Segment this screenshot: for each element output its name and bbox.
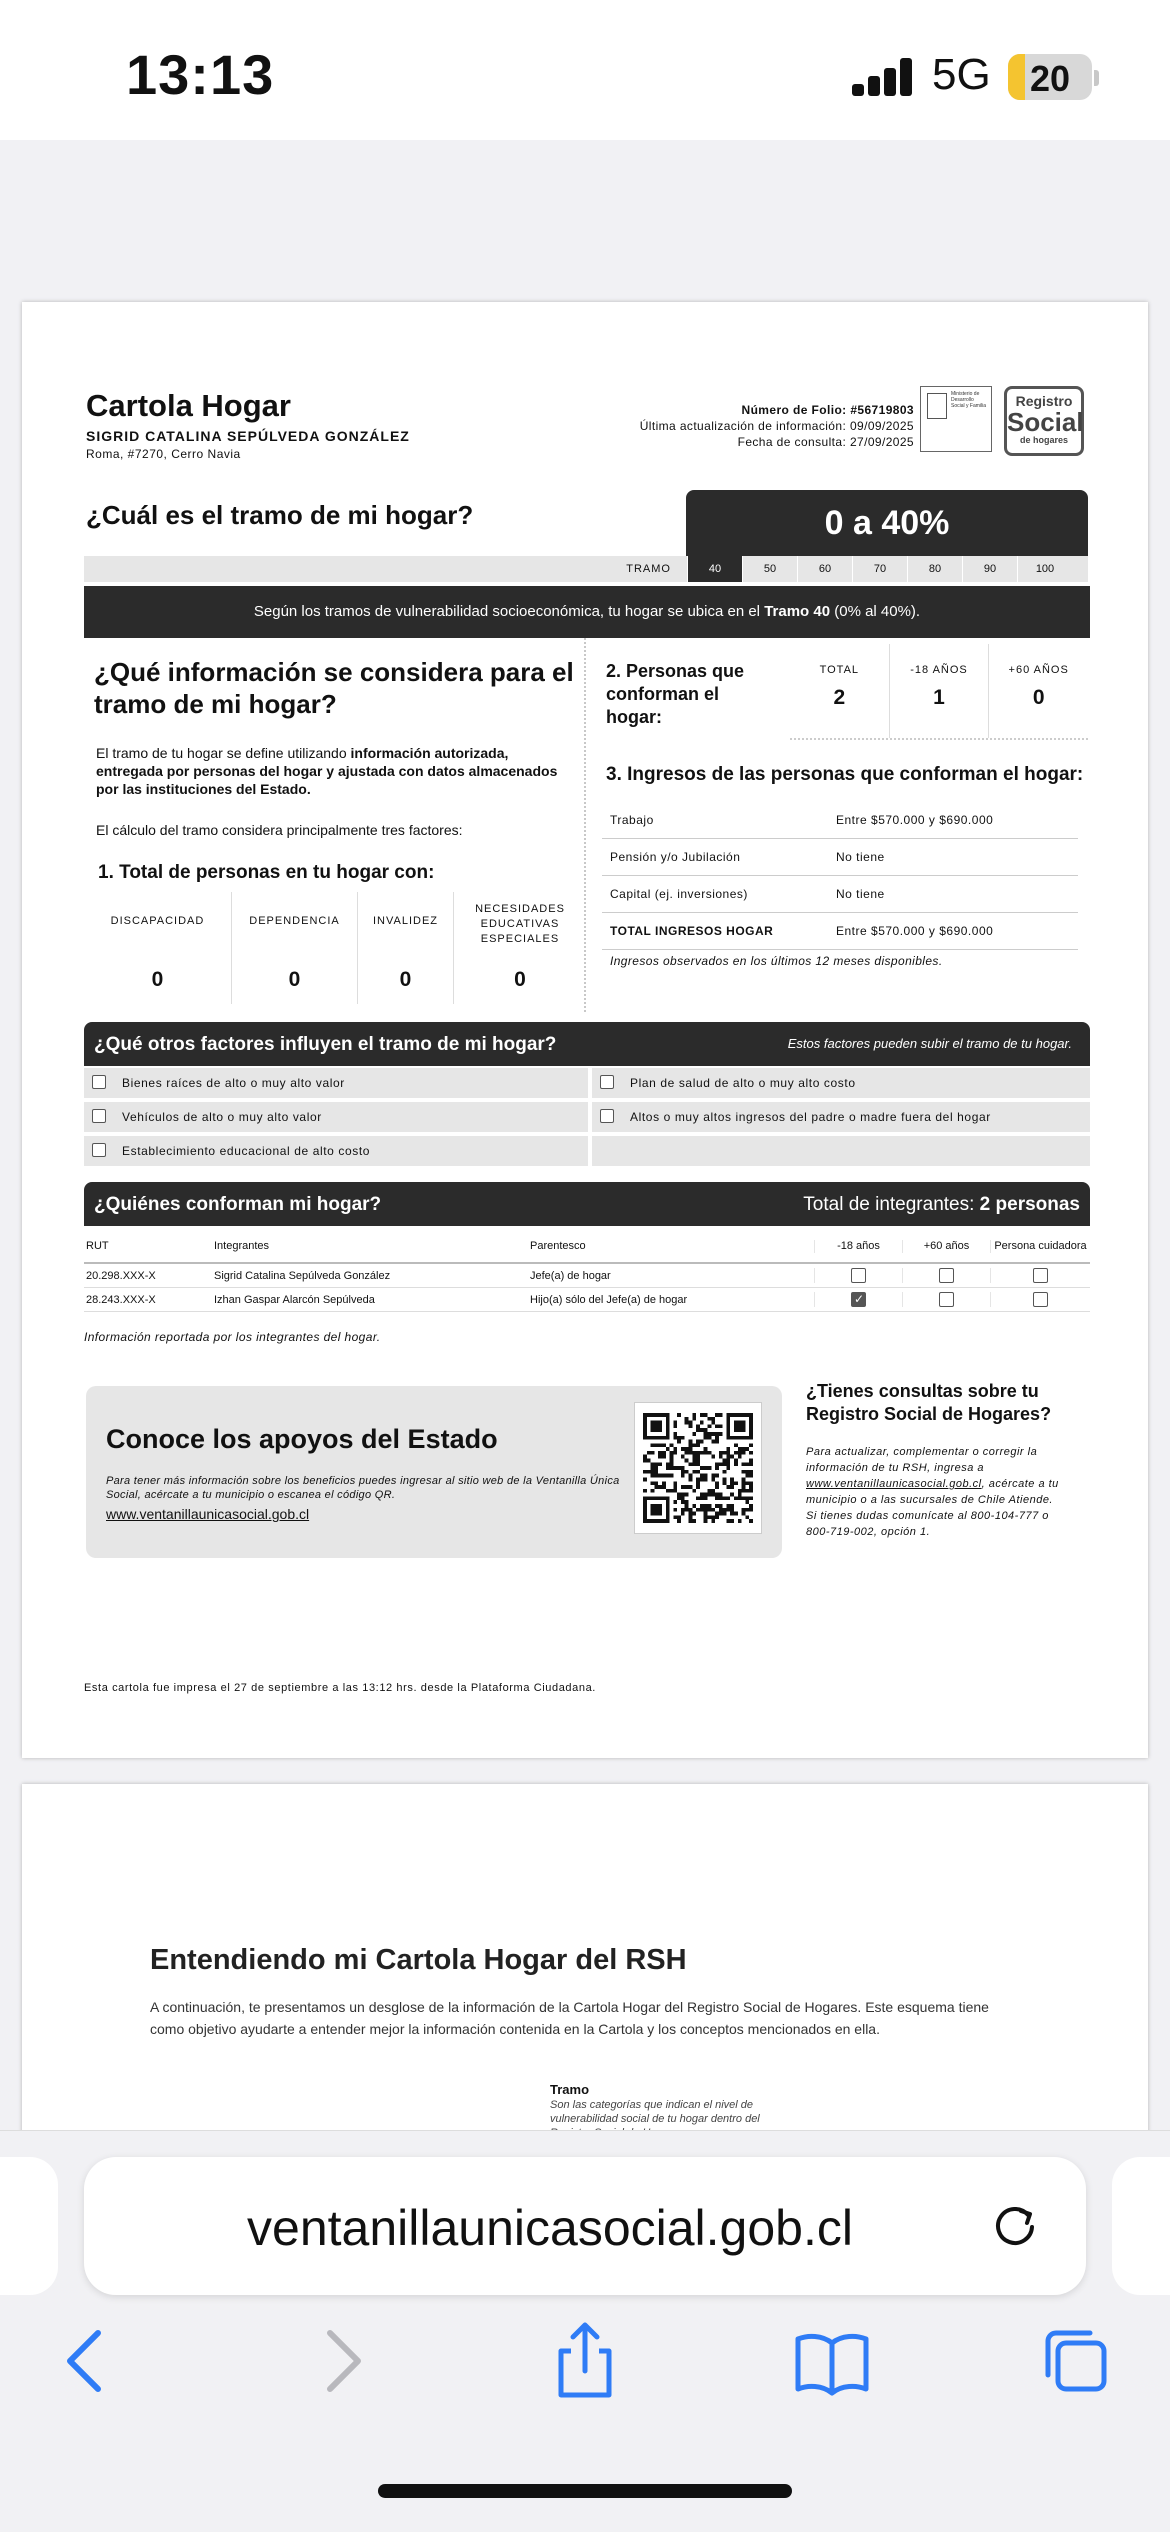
checkbox-icon bbox=[92, 1075, 106, 1089]
factor-label: DISCAPACIDAD bbox=[110, 915, 205, 927]
factor-item-label: Vehículos de alto o muy alto valor bbox=[122, 1110, 322, 1124]
ingresos-row bbox=[602, 839, 1078, 876]
factors-heading: 1. Total de personas en tu hogar con: bbox=[98, 862, 435, 883]
info-paragraph bbox=[96, 744, 566, 798]
checkbox-icon bbox=[1033, 1268, 1048, 1283]
table-row bbox=[84, 1288, 1090, 1312]
network-type: 5G bbox=[932, 50, 991, 99]
table-row bbox=[84, 1264, 1090, 1288]
personas-label: -18 AÑOS bbox=[910, 664, 968, 676]
rsh-logo-l3: de hogares bbox=[1019, 435, 1068, 445]
personas-value: 1 bbox=[933, 686, 945, 709]
ingresos-total-key: TOTAL INGRESOS HOGAR bbox=[610, 924, 774, 938]
factor-item-label: Plan de salud de alto o muy alto costo bbox=[630, 1076, 856, 1090]
col-over60: +60 años bbox=[902, 1240, 990, 1253]
tramo-scale bbox=[84, 556, 1088, 582]
info-title: ¿Qué información se considera para el tramo de mi hogar? bbox=[94, 657, 574, 719]
back-icon[interactable] bbox=[48, 2321, 128, 2401]
factor-value: 0 bbox=[514, 968, 526, 991]
factor-item-label: Bienes raíces de alto o muy alto valor bbox=[122, 1076, 345, 1090]
cellular-signal-icon bbox=[852, 58, 914, 96]
personas-title: 2. Personas que conforman el hogar: bbox=[606, 661, 745, 727]
tramo-cell: 70 bbox=[852, 556, 907, 582]
printed-note: Esta cartola fue impresa el 27 de septiembre a las 13:12 hrs. desde la Plataforma Ciudadana. bbox=[84, 1682, 596, 1694]
factor-item bbox=[592, 1102, 1090, 1132]
otros-factores-header bbox=[84, 1022, 1090, 1066]
member-rut: 28.243.XXX-X bbox=[86, 1293, 156, 1306]
otros-title: ¿Qué otros factores influyen el tramo de mi hogar? bbox=[94, 1034, 557, 1055]
factor-item-empty bbox=[592, 1136, 1090, 1166]
factor-counts bbox=[84, 892, 586, 1004]
factor-value: 0 bbox=[288, 968, 301, 991]
col-cuidadora: Persona cuidadora bbox=[990, 1240, 1090, 1253]
cartola-page[interactable] bbox=[22, 302, 1148, 1758]
ingresos-total-value: Entre $570.000 y $690.000 bbox=[836, 924, 994, 938]
factor-nee bbox=[454, 892, 586, 1004]
col-parentesco: Parentesco bbox=[530, 1240, 586, 1252]
doc-title: Cartola Hogar bbox=[86, 388, 291, 423]
holder-name: SIGRID CATALINA SEPÚLVEDA GONZÁLEZ bbox=[86, 428, 410, 444]
consultas-title: ¿Tienes consultas sobre tu Registro Social de Hogares? bbox=[806, 1381, 1052, 1424]
bookmarks-icon[interactable] bbox=[792, 2321, 872, 2401]
checkbox-icon bbox=[92, 1109, 106, 1123]
crest-icon bbox=[927, 393, 947, 419]
personas-under18 bbox=[889, 644, 989, 738]
household-section bbox=[588, 638, 1088, 1012]
miembros-count-label: Total de integrantes: bbox=[803, 1194, 980, 1215]
consultas-text-post: , acércate a tu municipio o a las sucursales de Chile Atiende. Si tienes dudas comunícate al 800-104-777 o 800-719-002, opción 1. bbox=[806, 1478, 1059, 1538]
factor-item bbox=[84, 1068, 588, 1098]
ingresos-key: Capital (ej. inversiones) bbox=[610, 887, 748, 901]
consultas-text-pre: Para actualizar, complementar o corregir la información de tu RSH, ingresa a bbox=[806, 1446, 1038, 1474]
member-relation: Jefe(a) de hogar bbox=[530, 1269, 611, 1282]
tramo-cell: 40 bbox=[687, 556, 742, 582]
battery-tip bbox=[1094, 70, 1099, 86]
member-relation: Hijo(a) sólo del Jefe(a) de hogar bbox=[530, 1293, 688, 1306]
personas-value: 2 bbox=[833, 686, 846, 709]
miembros-table bbox=[84, 1230, 1090, 1312]
update-label: Última actualización de información: bbox=[639, 419, 847, 433]
ingresos-key: Trabajo bbox=[610, 813, 654, 827]
tramo-value: 0 a 40% bbox=[686, 490, 1088, 556]
banner-text: Según los tramos de vulnerabilidad socioeconómica, tu hogar se ubica en el bbox=[253, 603, 765, 620]
tramo-cell: 50 bbox=[742, 556, 797, 582]
personas-value: 0 bbox=[1032, 686, 1045, 709]
checkbox-icon bbox=[92, 1143, 106, 1157]
col-under18: -18 años bbox=[814, 1240, 902, 1253]
checkbox-icon bbox=[600, 1075, 614, 1089]
consultas-text bbox=[806, 1444, 1066, 1540]
apoyos-card bbox=[86, 1386, 782, 1558]
tramo-cell: 80 bbox=[907, 556, 962, 582]
consultas-block bbox=[806, 1380, 1066, 1540]
factor-invalidez bbox=[358, 892, 454, 1004]
factor-discapacidad bbox=[84, 892, 232, 1004]
rsh-logo-l1: Registro bbox=[1015, 393, 1073, 409]
factor-item bbox=[84, 1136, 588, 1166]
tabs-icon[interactable] bbox=[1036, 2321, 1116, 2401]
ingresos-value: No tiene bbox=[836, 850, 885, 864]
doc-meta bbox=[640, 402, 914, 450]
reload-icon[interactable] bbox=[988, 2199, 1042, 2253]
factor-value: 0 bbox=[399, 968, 412, 991]
consultas-link[interactable]: www.ventanillaunicasocial.gob.cl bbox=[806, 1478, 982, 1490]
folio-label: Número de Folio: bbox=[741, 403, 847, 417]
share-icon[interactable] bbox=[545, 2321, 625, 2401]
factor-label: INVALIDEZ bbox=[372, 915, 439, 927]
checkbox-icon bbox=[1033, 1292, 1048, 1307]
address-bar[interactable] bbox=[84, 2157, 1086, 2295]
ingresos-table bbox=[602, 802, 1078, 950]
ingresos-value: Entre $570.000 y $690.000 bbox=[836, 813, 994, 827]
personas-total bbox=[790, 644, 889, 738]
member-name: Sigrid Catalina Sepúlveda González bbox=[214, 1269, 391, 1282]
checkbox-icon bbox=[939, 1292, 954, 1307]
factor-label: NECESIDADES EDUCATIVAS ESPECIALES bbox=[475, 903, 565, 945]
personas-label: TOTAL bbox=[819, 664, 860, 676]
battery-icon bbox=[1008, 54, 1092, 100]
page2-tramo-desc: Son las categorías que indican el nivel de vulnerabilidad social de tu hogar dentro del bbox=[550, 2099, 760, 2125]
page2-title: Entendiendo mi Cartola Hogar del RSH bbox=[150, 1944, 687, 1976]
factor-item bbox=[84, 1102, 588, 1132]
personas-label: +60 AÑOS bbox=[1008, 664, 1069, 676]
banner-tramo: Tramo 40 bbox=[764, 603, 831, 620]
miembros-note: Información reportada por los integrantes del hogar. bbox=[84, 1330, 381, 1344]
factor-dependencia bbox=[232, 892, 358, 1004]
member-rut: 20.298.XXX-X bbox=[86, 1269, 156, 1282]
factor-item-label: Establecimiento educacional de alto costo bbox=[122, 1144, 371, 1158]
miembros-count bbox=[803, 1194, 1080, 1216]
holder-address: Roma, #7270, Cerro Navia bbox=[86, 447, 241, 461]
ministry-logo-text: Ministerio de Desarrollo Social y Familia bbox=[951, 391, 987, 409]
update-date: 09/09/2025 bbox=[849, 419, 914, 433]
checkbox-icon bbox=[600, 1109, 614, 1123]
info-section bbox=[84, 638, 586, 1012]
ingresos-total-row bbox=[602, 913, 1078, 950]
banner-text-end: (0% al 40%). bbox=[830, 603, 921, 620]
ministry-logo bbox=[920, 386, 992, 452]
apoyos-text: Para tener más información sobre los beneficios puedes ingresar al sitio web de la Ventanilla Única Social, acércate a tu municipio o escanea el código QR. bbox=[106, 1475, 620, 1501]
checkbox-icon bbox=[851, 1268, 866, 1283]
ingresos-title: 3. Ingresos de las personas que conforman el hogar: bbox=[606, 764, 1084, 785]
ingresos-key: Pensión y/o Jubilación bbox=[610, 850, 741, 864]
previous-tab-preview[interactable] bbox=[0, 2157, 58, 2295]
apoyos-title: Conoce los apoyos del Estado bbox=[106, 1424, 498, 1454]
info-paragraph-2: El cálculo del tramo considera principalmente tres factores: bbox=[96, 822, 463, 838]
factor-label: DEPENDENCIA bbox=[249, 915, 340, 927]
col-rut: RUT bbox=[86, 1240, 109, 1252]
home-indicator[interactable] bbox=[378, 2484, 792, 2498]
page2-text: A continuación, te presentamos un desglose de la información de la Cartola Hogar del Registro Social de Hogares. Este esquema tiene como objetivo ayudarte a entender mejor la información contenida en la Cartola y los conceptos mencionados en ella. bbox=[150, 1999, 989, 2037]
tramo-question: ¿Cuál es el tramo de mi hogar? bbox=[86, 500, 474, 530]
tramo-scale-label: TRAMO bbox=[626, 563, 671, 575]
url-text[interactable]: ventanillaunicasocial.gob.cl bbox=[247, 2200, 853, 2256]
ingresos-value: No tiene bbox=[836, 887, 885, 901]
apoyos-link[interactable]: www.ventanillaunicasocial.gob.cl bbox=[106, 1506, 310, 1522]
status-time: 13:13 bbox=[126, 43, 275, 106]
tramo-cell: 90 bbox=[962, 556, 1017, 582]
tramo-banner bbox=[84, 586, 1090, 638]
qr-code-icon[interactable] bbox=[634, 1402, 762, 1534]
battery-level: 20 bbox=[1029, 58, 1071, 99]
query-label: Fecha de consulta: bbox=[737, 435, 847, 449]
checkbox-icon bbox=[939, 1268, 954, 1283]
otros-note: Estos factores pueden subir el tramo de tu hogar. bbox=[787, 1036, 1072, 1051]
miembros-header bbox=[84, 1182, 1090, 1226]
factor-value: 0 bbox=[151, 968, 164, 991]
col-integrantes: Integrantes bbox=[214, 1240, 270, 1252]
forward-icon[interactable] bbox=[300, 2321, 380, 2401]
factor-item bbox=[592, 1068, 1090, 1098]
miembros-title: ¿Quiénes conforman mi hogar? bbox=[94, 1194, 382, 1215]
info-p1-text: El tramo de tu hogar se define utilizando bbox=[96, 745, 351, 761]
rsh-logo bbox=[1004, 386, 1084, 456]
page2-tramo-title: Tramo bbox=[550, 2082, 590, 2097]
personas-over60 bbox=[988, 644, 1088, 738]
miembros-count-value: 2 personas bbox=[979, 1194, 1080, 1215]
member-name: Izhan Gaspar Alarcón Sepúlveda bbox=[214, 1293, 375, 1306]
browser-toolbar bbox=[0, 2130, 1170, 2532]
query-date: 27/09/2025 bbox=[849, 435, 914, 449]
folio-value: #56719803 bbox=[850, 403, 914, 417]
rsh-logo-l2: Social bbox=[1007, 407, 1084, 437]
tramo-cell: 60 bbox=[797, 556, 852, 582]
personas-grid bbox=[790, 644, 1088, 740]
ingresos-note: Ingresos observados en los últimos 12 meses disponibles. bbox=[610, 954, 943, 968]
table-header bbox=[84, 1230, 1090, 1264]
tramo-cell: 100 bbox=[1017, 556, 1072, 582]
ingresos-row bbox=[602, 876, 1078, 913]
factor-item-label: Altos o muy altos ingresos del padre o madre fuera del hogar bbox=[630, 1110, 991, 1124]
ingresos-row bbox=[602, 802, 1078, 839]
status-bar bbox=[0, 0, 1170, 140]
next-tab-preview[interactable] bbox=[1112, 2157, 1170, 2295]
info-p1-bold: información autorizada, entregada por personas del hogar y ajustada con datos almacenados por las instituciones del Estado. bbox=[96, 745, 558, 797]
checkbox-icon bbox=[851, 1292, 866, 1307]
